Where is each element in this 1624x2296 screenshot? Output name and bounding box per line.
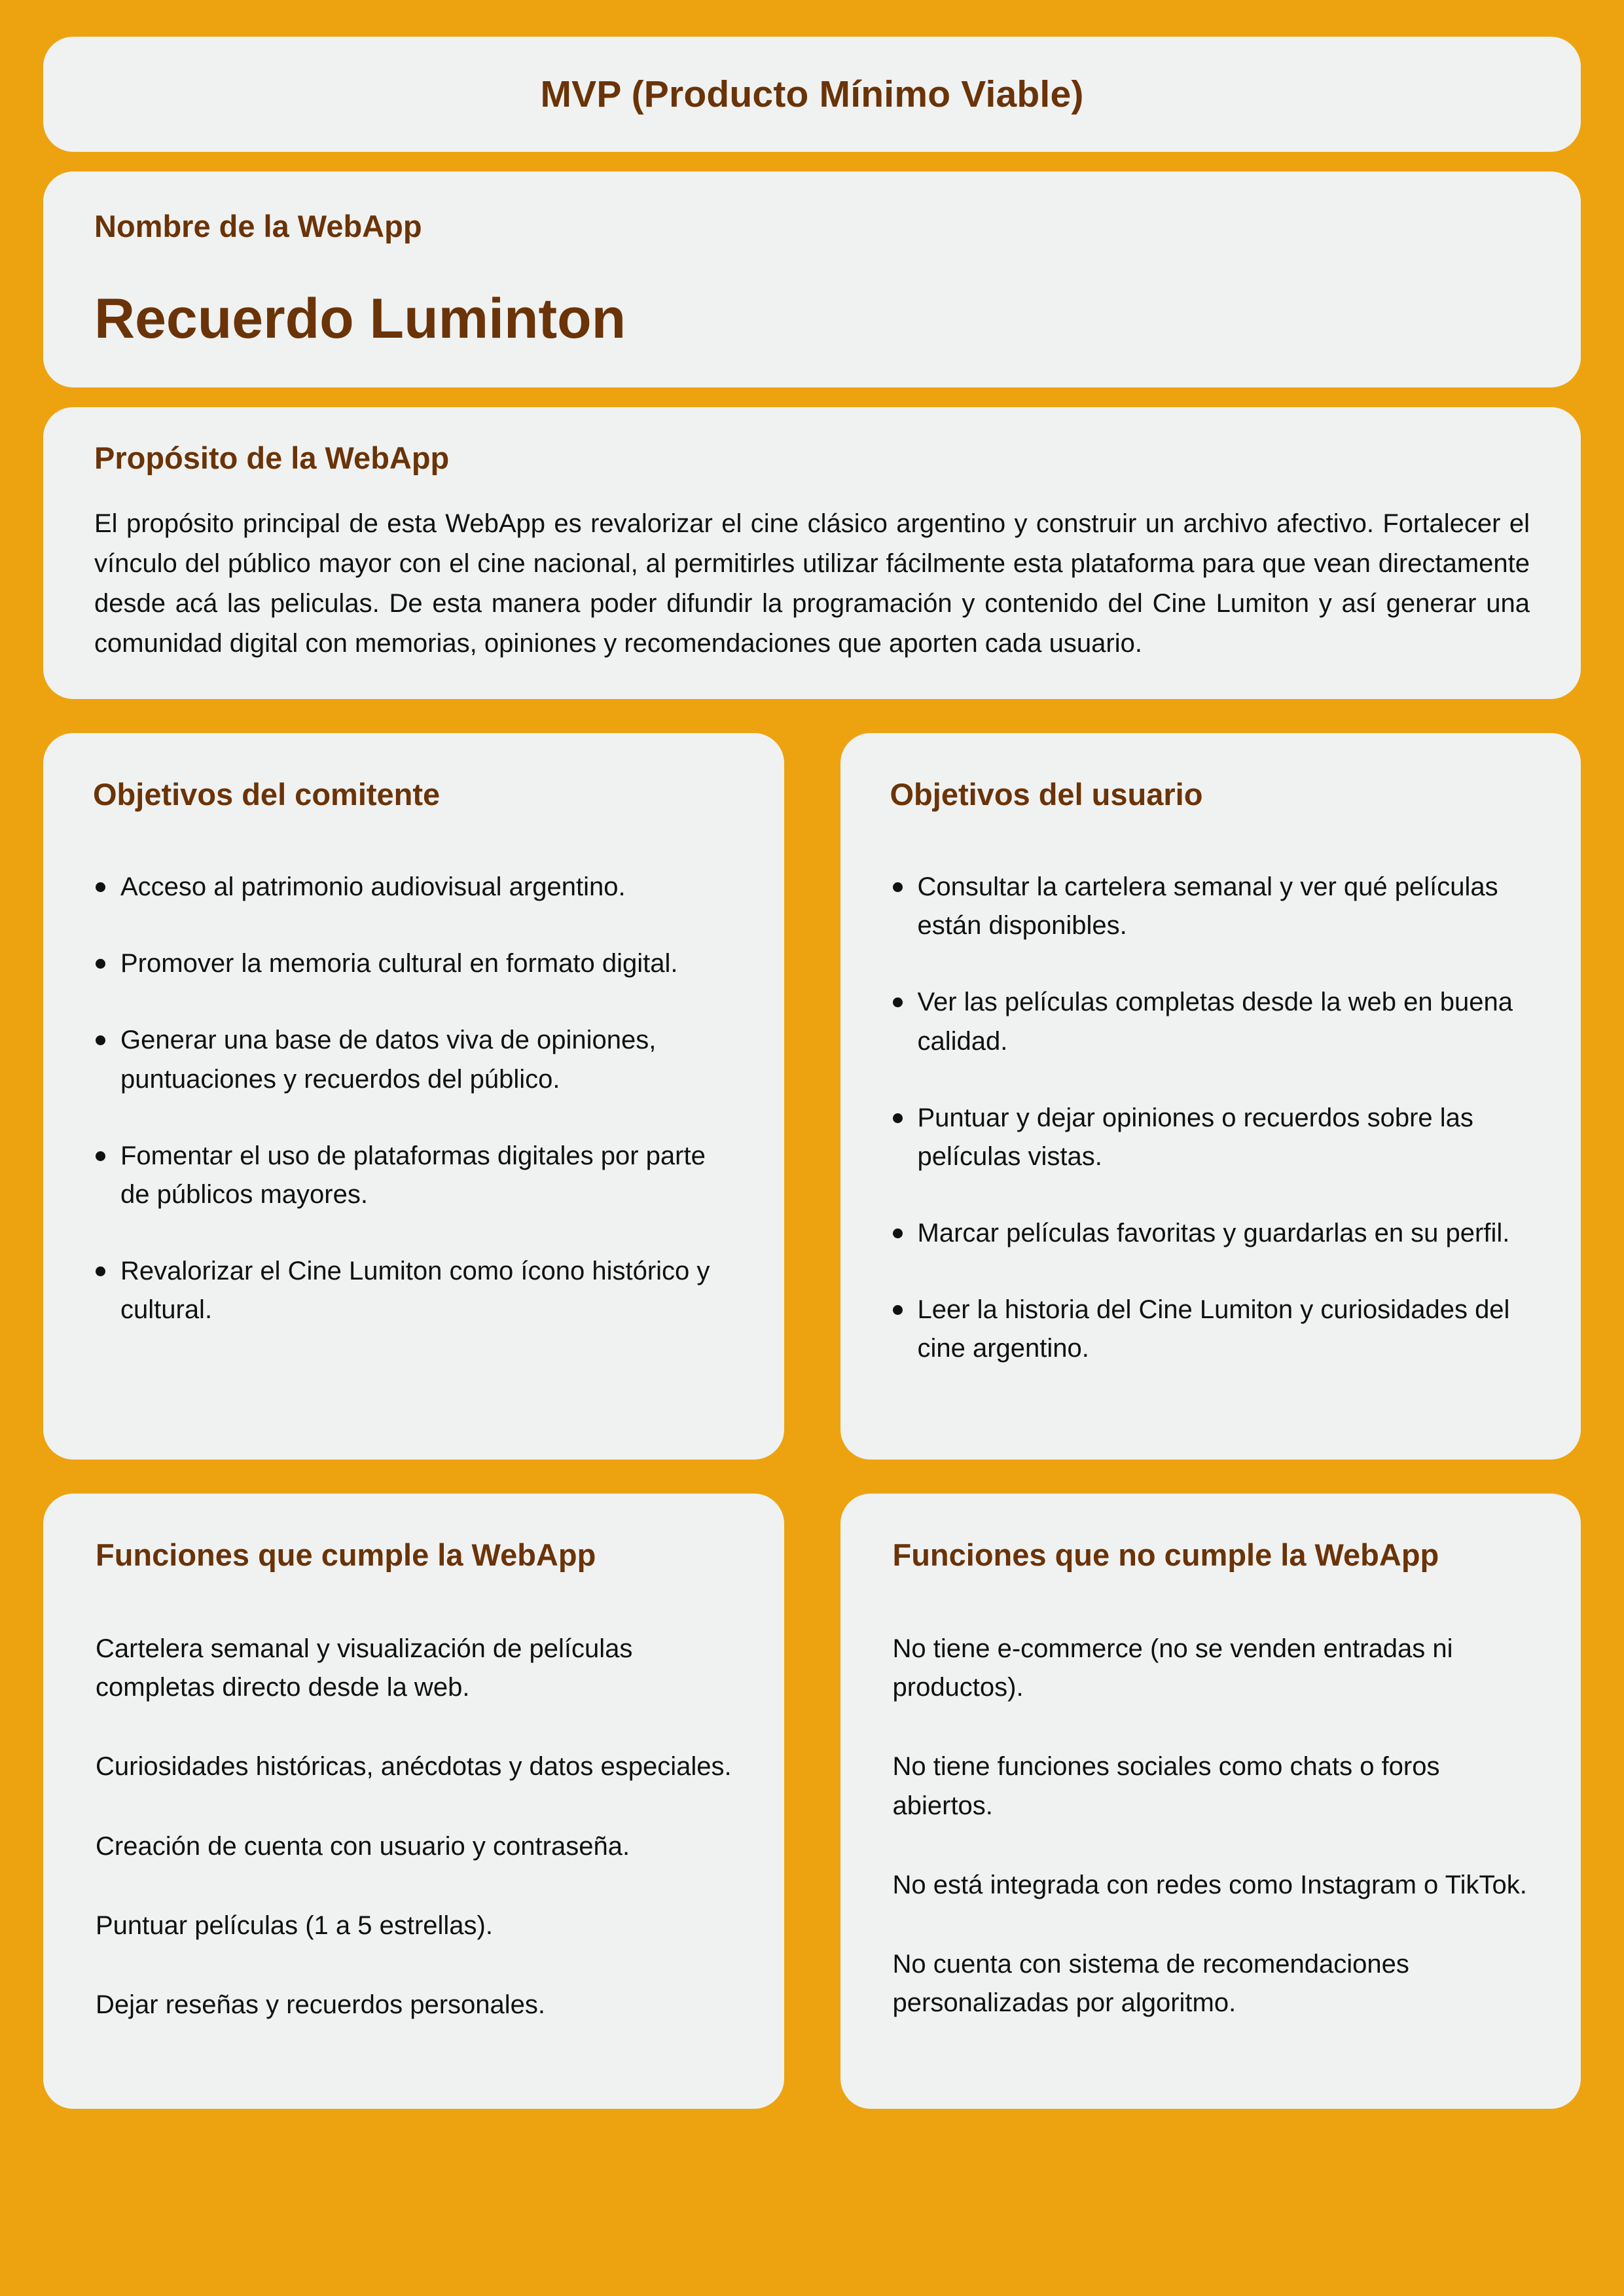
list-item: Puntuar películas (1 a 5 estrellas). <box>96 1910 493 1940</box>
objectives-client-heading: Objetivos del comitente <box>93 776 441 812</box>
bullet-dot-icon <box>893 997 903 1007</box>
list-item: No tiene e-commerce (no se venden entradas ni productos). <box>892 1634 1453 1702</box>
list-item: Dejar reseñas y recuerdos personales. <box>96 1990 546 2019</box>
functions-excluded-card <box>840 1494 1581 2109</box>
spacer <box>43 387 1581 407</box>
list-item: No cuenta con sistema de recomendaciones personalizadas por algoritmo. <box>892 1949 1409 2018</box>
list-item <box>93 944 737 983</box>
bullet-dot-icon <box>893 1305 903 1315</box>
webapp-name-label: Nombre de la WebApp <box>94 209 422 243</box>
list-item-text: Generar una base de datos viva de opiniones, puntuaciones y recuerdos del público. <box>120 1026 657 1094</box>
webapp-name-value: Recuerdo Luminton <box>94 287 626 351</box>
list-item-text: Marcar películas favoritas y guardarlas en su perfil. <box>917 1219 1510 1248</box>
list-item: Cartelera semanal y visualización de películas completas directo desde la web. <box>96 1634 633 1702</box>
list-item-text: Puntuar y dejar opiniones o recuerdos sobre las películas vistas. <box>917 1103 1473 1171</box>
objectives-client-list <box>93 868 737 1330</box>
list-item-text: Acceso al patrimonio audiovisual argentino. <box>120 872 626 901</box>
list-item <box>890 1291 1534 1368</box>
objectives-user-heading: Objetivos del usuario <box>890 776 1203 812</box>
list-item-text: Promover la memoria cultural en formato digital. <box>120 949 678 978</box>
spacer <box>43 152 1581 171</box>
bullet-dot-icon <box>96 1035 105 1045</box>
bullet-dot-icon <box>893 1113 903 1123</box>
purpose-text: El propósito principal de esta WebApp es revalorizar el cine clásico argentino y construir un archivo afectivo. Fortalecer el vínculo del público mayor con el cine nacional, al permitirles utilizar fácilmente esta plataforma para que vean directamente desde acá las peliculas. De esta manera poder difundir la programación y contenido del Cine Lumiton y así generar una comunidad digital con memorias, opiniones y recomendaciones que aporten cada usuario. <box>94 509 1530 658</box>
spacer <box>43 1460 1581 1494</box>
objectives-client-card <box>43 733 784 1460</box>
objectives-user-card <box>840 733 1581 1460</box>
list-item <box>890 1099 1534 1176</box>
objectives-row <box>43 733 1581 1460</box>
functions-included-card <box>43 1494 784 2109</box>
list-item <box>93 1021 737 1098</box>
purpose-heading: Propósito de la WebApp <box>94 440 450 475</box>
document-title-card <box>43 37 1581 152</box>
list-item <box>93 1252 737 1329</box>
functions-excluded-heading: Funciones que no cumple la WebApp <box>892 1537 1439 1572</box>
list-item-text: Fomentar el uso de plataformas digitales por parte de públicos mayores. <box>120 1141 706 1209</box>
list-item-text: Leer la historia del Cine Lumiton y curiosidades del cine argentino. <box>917 1295 1510 1363</box>
list-item: No tiene funciones sociales como chats o foros abiertos. <box>892 1752 1440 1820</box>
list-item-text: Ver las películas completas desde la web en buena calidad. <box>917 988 1513 1056</box>
list-item: Curiosidades históricas, anécdotas y datos especiales. <box>96 1752 732 1782</box>
functions-row <box>43 1494 1581 2109</box>
list-item <box>890 1214 1534 1253</box>
list-item-text: Consultar la cartelera semanal y ver qué películas están disponibles. <box>917 872 1498 941</box>
webapp-purpose-card <box>43 407 1581 699</box>
bullet-dot-icon <box>96 1151 105 1161</box>
objectives-user-list <box>890 868 1534 1369</box>
bullet-dot-icon <box>893 1229 903 1238</box>
page-title: MVP (Producto Mínimo Viable) <box>540 73 1084 115</box>
functions-included-list <box>96 1630 738 2024</box>
bullet-dot-icon <box>96 959 105 969</box>
webapp-name-card <box>43 171 1581 387</box>
bullet-dot-icon <box>893 882 903 892</box>
list-item: Creación de cuenta con usuario y contraseña. <box>96 1831 630 1861</box>
list-item <box>93 868 737 906</box>
functions-excluded-list <box>893 1630 1536 2022</box>
list-item: No está integrada con redes como Instagram o TikTok. <box>892 1870 1527 1899</box>
spacer <box>43 699 1581 733</box>
bullet-dot-icon <box>96 1266 105 1276</box>
list-item <box>890 868 1534 945</box>
list-item <box>93 1137 737 1214</box>
list-item-text: Revalorizar el Cine Lumiton como ícono histórico y cultural. <box>120 1257 710 1325</box>
bullet-dot-icon <box>96 882 105 892</box>
list-item <box>890 983 1534 1060</box>
functions-included-heading: Funciones que cumple la WebApp <box>96 1537 596 1572</box>
